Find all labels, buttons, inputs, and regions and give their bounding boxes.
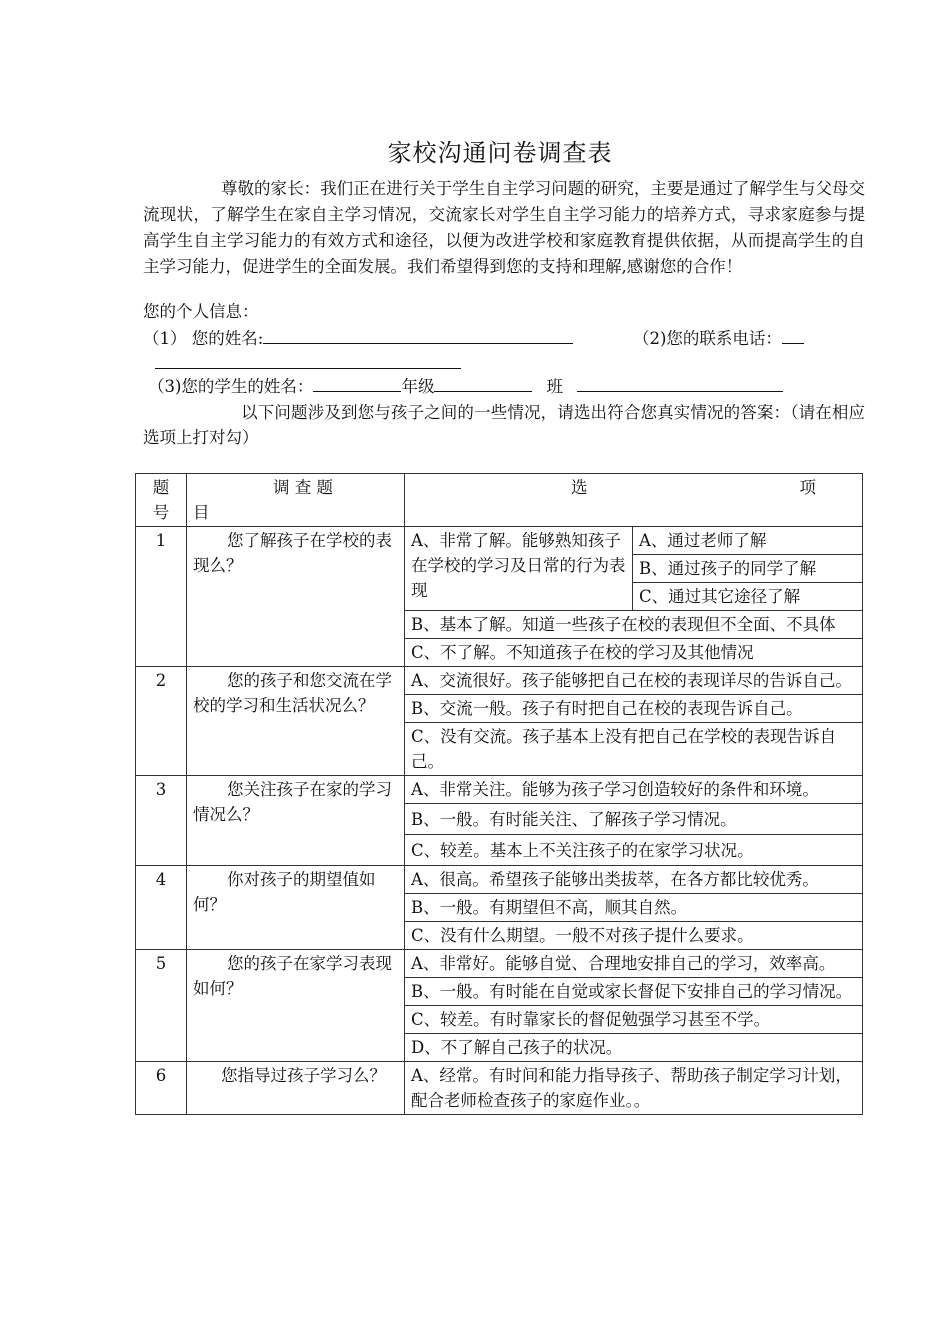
question-text-content: 您关注孩子在家的学习情况么？ <box>193 780 392 824</box>
option-cell[interactable]: A、经常。有时间和能力指导孩子、帮助孩子制定学习计划，配合老师检查孩子的家庭作业。。 <box>405 1062 863 1115</box>
header-number-line2: 号 <box>152 503 170 522</box>
option-cell[interactable]: C、不了解。不知道孩子在校的学习及其他情况 <box>405 639 863 667</box>
table-row <box>136 950 863 978</box>
table-header-row <box>136 474 863 527</box>
header-question-line2: 目 <box>193 503 210 522</box>
question-text <box>187 667 405 776</box>
page-title: 家校沟通问卷调查表 <box>387 139 613 167</box>
question-number: 5 <box>136 950 187 1062</box>
sub-option-cell[interactable]: A、通过老师了解 <box>633 527 863 555</box>
question-text-content: 您的孩子和您交流在学校的学习和生活状况么？ <box>193 671 392 715</box>
option-cell[interactable]: A、非常了解。能够熟知孩子在学校的学习及日常的行为表现 <box>405 527 633 611</box>
class-input-line[interactable] <box>577 373 783 392</box>
option-cell[interactable]: D、不了解自己孩子的状况。 <box>405 1034 863 1062</box>
grade-label: 年级 <box>401 377 435 396</box>
header-options <box>405 474 863 527</box>
option-cell[interactable]: B、交流一般。孩子有时把自己在校的表现告诉自己。 <box>405 695 863 723</box>
header-number <box>136 474 187 527</box>
phone-input-line-continued[interactable] <box>155 350 461 369</box>
class-label: 班 <box>546 377 563 396</box>
header-options-right: 项 <box>799 478 816 497</box>
table-row <box>136 527 863 555</box>
name-field-row <box>143 325 573 351</box>
grade-input-line[interactable] <box>434 373 532 392</box>
option-cell[interactable]: A、非常好。能够自觉、合理地安排自己的学习，效率高。 <box>405 950 863 978</box>
personal-info-label: 您的个人信息： <box>143 302 259 321</box>
table-row <box>136 776 863 804</box>
question-text-content: 你对孩子的期望值如何？ <box>193 870 376 914</box>
phone-input-line[interactable] <box>782 325 804 344</box>
student-name-input-line[interactable] <box>313 373 401 392</box>
option-cell[interactable]: C、没有交流。孩子基本上没有把自己在学校的表现告诉自己。 <box>405 723 863 776</box>
header-options-left: 选 <box>571 478 588 497</box>
option-cell[interactable]: B、一般。有期望但不高，顺其自然。 <box>405 894 863 922</box>
question-number: 4 <box>136 866 187 950</box>
intro-paragraph <box>143 176 865 280</box>
phone-field-label: （2)您的联系电话： <box>633 329 782 348</box>
option-cell[interactable]: A、很高。希望孩子能够出类拔萃，在各方都比较优秀。 <box>405 866 863 894</box>
question-text <box>187 527 405 667</box>
question-number: 3 <box>136 776 187 866</box>
question-text <box>187 866 405 950</box>
option-cell[interactable]: A、交流很好。孩子能够把自己在校的表现详尽的告诉自己。 <box>405 667 863 695</box>
option-cell[interactable]: A、非常关注。能够为孩子学习创造较好的条件和环境。 <box>405 776 863 804</box>
question-text <box>187 950 405 1062</box>
header-number-line1: 题 <box>152 478 170 497</box>
student-name-label: （3)您的学生的姓名： <box>148 377 314 396</box>
question-text-content: 您了解孩子在学校的表现么？ <box>193 531 392 575</box>
table-row <box>136 866 863 894</box>
option-cell[interactable]: C、较差。基本上不关注孩子的在家学习状况。 <box>405 835 863 866</box>
question-text-content: 您的孩子在家学习表现如何？ <box>193 954 392 998</box>
question-text <box>187 776 405 866</box>
sub-option-cell[interactable]: B、通过孩子的同学了解 <box>633 555 863 583</box>
instruction-text: 以下问题涉及到您与孩子之间的一些情况，请选出符合您真实情况的答案：（请在相应选项上打对勾） <box>143 403 865 447</box>
table-row <box>136 667 863 695</box>
option-cell[interactable]: B、基本了解。知道一些孩子在校的表现但不全面、不具体 <box>405 611 863 639</box>
question-number: 6 <box>136 1062 187 1115</box>
option-cell[interactable]: C、较差。有时靠家长的督促勉强学习甚至不学。 <box>405 1006 863 1034</box>
question-text-content: 您指导过孩子学习么？ <box>221 1066 386 1085</box>
sub-option-cell[interactable]: C、通过其它途径了解 <box>633 583 863 611</box>
phone-field-row <box>633 325 804 351</box>
header-question <box>187 474 405 527</box>
question-number: 2 <box>136 667 187 776</box>
option-cell[interactable]: B、一般。有时能关注、了解孩子学习情况。 <box>405 804 863 835</box>
question-number: 1 <box>136 527 187 667</box>
table-row <box>136 1062 863 1115</box>
student-field-row <box>148 373 783 399</box>
name-field-label: （1） 您的姓名: <box>143 329 264 348</box>
survey-table <box>135 473 863 1115</box>
intro-text: 尊敬的家长：我们正在进行关于学生自主学习问题的研究，主要是通过了解学生与父母交流现状，了解学生在家自主学习情况，交流家长对学生自主学习能力的培养方式，寻求家庭参与提高学生自主学习能力的有效方式和途径，以便为改进学校和家庭教育提供依据，从而提高学生的自主学习能力，促进学生的全面发展。我们希望得到您的支持和理解,感谢您的合作！ <box>143 179 865 276</box>
instruction-paragraph <box>143 400 865 450</box>
option-cell[interactable]: B、一般。有时能在自觉或家长督促下安排自己的学习情况。 <box>405 978 863 1006</box>
header-question-line1: 调 查 题 <box>273 478 333 497</box>
question-text <box>187 1062 405 1115</box>
option-cell[interactable]: C、没有什么期望。一般不对孩子提什么要求。 <box>405 922 863 950</box>
name-input-line[interactable] <box>263 325 573 344</box>
